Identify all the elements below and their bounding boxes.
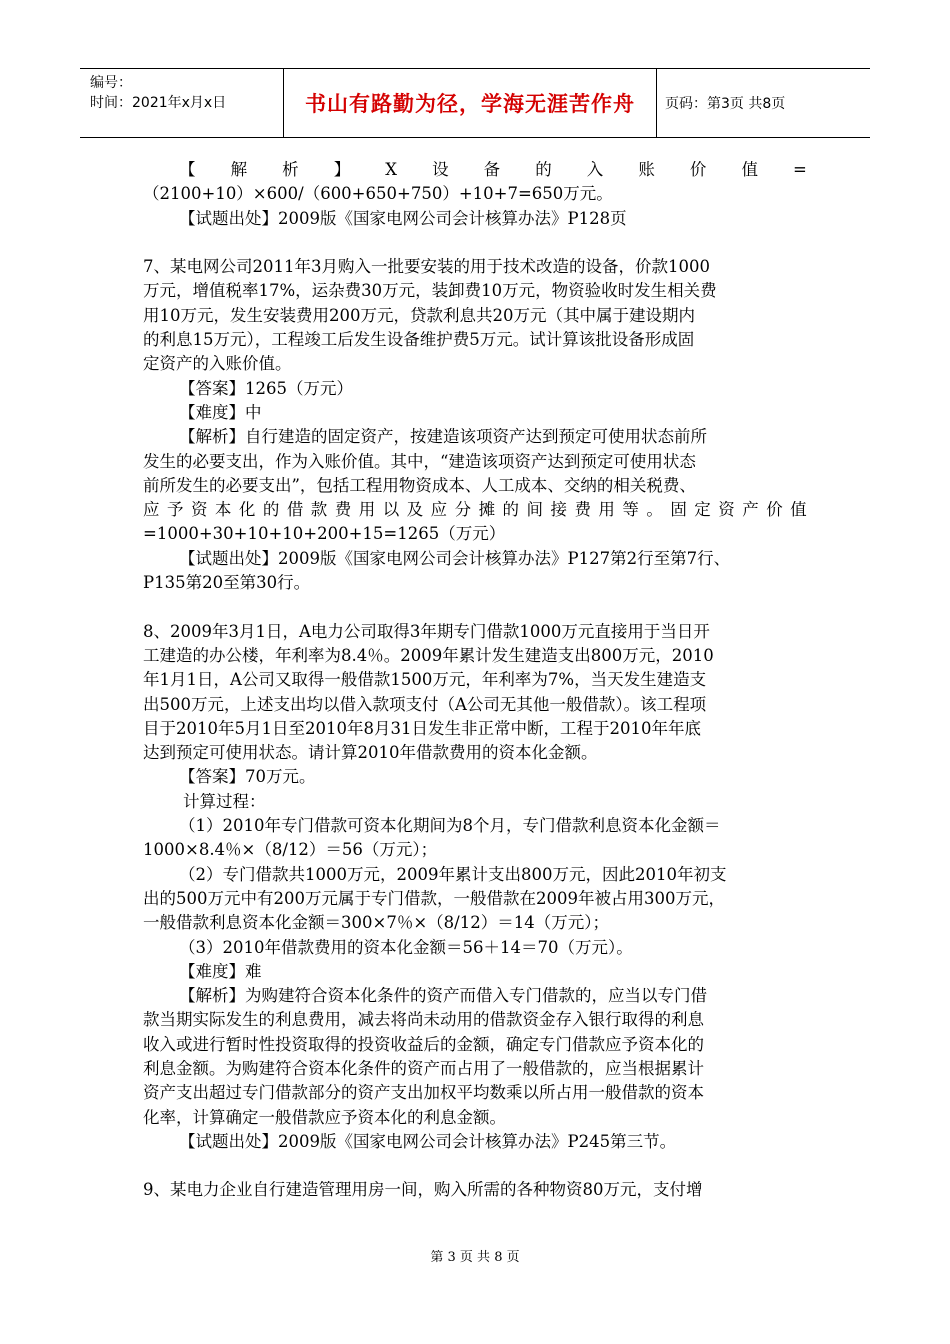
text-line: （1）2010年专门借款可资本化期间为8个月，专门借款利息资本化金额＝ — [179, 816, 721, 836]
header-motto: 书山有路勤为径，学海无涯苦作舟 — [284, 69, 657, 137]
text-char: 。 — [646, 500, 663, 520]
text-line: 【解析】自行建造的固定资产，按建造该项资产达到预定可使用状态前所 — [179, 427, 707, 447]
text-line: 【答案】1265（万元） — [179, 378, 353, 398]
text-char: 】 — [333, 160, 351, 179]
text-line: 款当期实际发生的利息费用，减去将尚未动用的借款资金存入银行取得的利息 — [143, 1010, 704, 1030]
text-char: 及 — [406, 500, 424, 520]
text-line: 万元，增值税率17%，运杂费30万元，装卸费10万元，物资验收时发生相关费 — [143, 281, 717, 301]
text-line: 计算过程： — [183, 791, 266, 811]
text-char: 化 — [238, 500, 256, 520]
text-char: 以 — [382, 500, 400, 520]
page-footer: 第 3 页 共 8 页 — [430, 1250, 520, 1265]
text-line: 化率，计算确定一般借款应予资本化的利息金额。 — [143, 1107, 506, 1127]
text-line: 目于2010年5月1日至2010年8月31日发生非正常中断，工程于2010年年底 — [143, 718, 701, 738]
text-char: 价 — [689, 160, 707, 179]
text-char: 价 — [766, 500, 783, 520]
text-line: 【答案】70万元。 — [179, 767, 316, 787]
text-char: 资 — [190, 500, 208, 520]
text-char: 间 — [526, 500, 543, 520]
text-char: 的 — [535, 160, 552, 179]
text-line: （2100+10）×600/（600+650+750）+10+7=650万元。 — [143, 184, 613, 204]
text-char: 备 — [483, 160, 501, 179]
text-line: 工建造的办公楼，年利率为8.4％。2009年累计发生建造支出800万元，2010 — [143, 645, 714, 665]
text-line: 1000×8.4％×（8/12）＝56（万元）； — [143, 840, 438, 860]
text-char: 值 — [790, 500, 807, 520]
text-line: 利息金额。为购建符合资本化条件的资产而占用了一般借款的，应当根据累计 — [143, 1058, 704, 1078]
text-char: 的 — [262, 500, 280, 520]
text-line: 前所发生的必要支出”，包括工程用物资成本、人工成本、交纳的相关税费、 — [143, 475, 696, 495]
text-char: 资 — [718, 500, 735, 520]
text-line: 年1月1日，A公司又取得一般借款1500万元，年利率为7%，当天发生建造支 — [143, 670, 707, 690]
text-line: 发生的必要支出，作为入账价值。其中，“建造该项资产达到预定可使用状态 — [143, 451, 696, 471]
text-char: 解 — [230, 160, 248, 179]
text-char: 应 — [143, 500, 160, 520]
text-char: 款 — [310, 500, 328, 520]
text-line: （2）专门借款共1000万元，2009年累计支出800万元，因此2010年初支 — [179, 864, 727, 884]
header-page-label: 页码：第3页 共8页 — [665, 96, 786, 112]
text-char: 的 — [502, 500, 520, 520]
text-line: 出500万元，上述支出均以借入款项支付（A公司无其他一般借款）。该工程项 — [143, 694, 707, 714]
text-char: 设 — [432, 160, 449, 179]
text-char: 费 — [334, 500, 352, 520]
text-line: 用10万元，发生安装费用200万元，贷款利息共20万元（其中属于建设期内 — [143, 305, 695, 325]
text-line: 资产支出超过专门借款部分的资产支出加权平均数乘以所占用一般借款的资本 — [143, 1083, 704, 1103]
text-char: 借 — [286, 500, 304, 520]
text-char: 析 — [282, 160, 299, 179]
text-char: 值 — [741, 160, 758, 179]
text-char: 应 — [430, 500, 448, 520]
text-line: 一般借款利息资本化金额＝300×7％×（8/12）＝14（万元）； — [143, 913, 609, 933]
text-char: 予 — [166, 500, 184, 520]
document-body — [143, 158, 807, 1203]
text-char: 账 — [638, 160, 655, 179]
text-char: 定 — [694, 500, 711, 520]
text-char: 摊 — [478, 500, 496, 520]
text-line: 【试题出处】2009版《国家电网公司会计核算办法》P128页 — [179, 208, 627, 228]
text-char: 产 — [742, 500, 759, 520]
text-char: 用 — [358, 500, 376, 520]
text-line — [143, 498, 807, 522]
text-line: 【试题出处】2009版《国家电网公司会计核算办法》P245第三节。 — [179, 1131, 677, 1151]
text-char: 等 — [622, 500, 639, 520]
serial-label: 编号： — [90, 75, 132, 91]
text-line: 7、某电网公司2011年3月购入一批要安装的用于技术改造的设备，价款1000 — [143, 257, 710, 277]
header-meta — [80, 69, 284, 137]
text-line: P135第20至第30行。 — [143, 573, 311, 593]
text-char: 【 — [179, 160, 196, 179]
time-label: 时间：2021年x月x日 — [90, 95, 227, 111]
text-char: 用 — [598, 500, 615, 520]
text-char: X — [385, 160, 397, 179]
blank-line — [143, 231, 807, 255]
text-line: 9、某电力企业自行建造管理用房一间，购入所需的各种物资80万元，支付增 — [143, 1180, 703, 1200]
text-line: 8、2009年3月1日，A电力公司取得3年期专门借款1000万元直接用于当日开 — [143, 621, 710, 641]
text-line: 的利息15万元），工程竣工后发生设备维护费5万元。试计算该批设备形成固 — [143, 330, 695, 350]
page-header — [80, 68, 870, 138]
text-char: 分 — [454, 500, 472, 520]
text-line: 达到预定可使用状态。请计算2010年借款费用的资本化金额。 — [143, 743, 598, 763]
text-line: 【难度】难 — [179, 961, 262, 981]
text-char: 接 — [550, 500, 567, 520]
text-line: 【难度】中 — [179, 402, 262, 422]
blank-line — [143, 1154, 807, 1178]
text-line: 收入或进行暂时性投资取得的投资收益后的金额，确定专门借款应予资本化的 — [143, 1034, 704, 1054]
text-line: =1000+30+10+10+200+15=1265（万元） — [143, 524, 506, 544]
text-line: （3）2010年借款费用的资本化金额＝56＋14＝70（万元）。 — [179, 937, 633, 957]
blank-line — [143, 595, 807, 619]
text-char: 本 — [214, 500, 232, 520]
text-line: 【试题出处】2009版《国家电网公司会计核算办法》P127第2行至第7行、 — [179, 548, 731, 568]
text-line: 【解析】为购建符合资本化条件的资产而借入专门借款的，应当以专门借 — [179, 986, 707, 1006]
text-line: 定资产的入账价值。 — [143, 354, 292, 374]
text-char: 费 — [574, 500, 591, 520]
text-line — [143, 158, 807, 182]
text-char: = — [793, 160, 807, 179]
text-line: 出的500万元中有200万元属于专门借款，一般借款在2009年被占用300万元， — [143, 888, 725, 908]
text-char: 入 — [586, 160, 604, 179]
text-char: 固 — [670, 500, 687, 520]
